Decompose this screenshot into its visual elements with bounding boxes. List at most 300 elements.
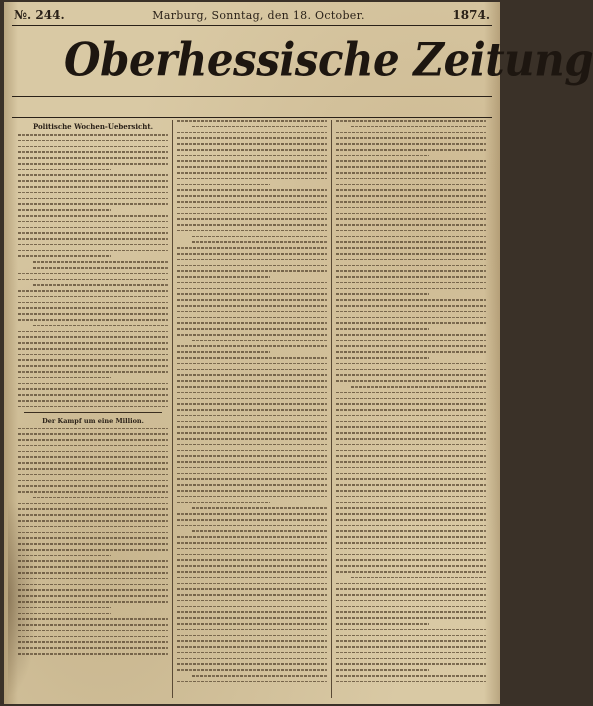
text-line <box>177 450 327 452</box>
text-line <box>18 331 168 333</box>
text-line <box>177 438 327 440</box>
text-line <box>177 270 327 272</box>
text-line <box>18 313 168 315</box>
text-line <box>177 663 327 665</box>
text-line <box>336 351 486 353</box>
text-line <box>336 559 486 561</box>
text-line <box>336 143 486 145</box>
text-line <box>177 629 327 631</box>
article-text-block <box>18 428 168 655</box>
publication-info-line <box>14 98 490 116</box>
text-line <box>336 484 486 486</box>
column-2 <box>172 120 331 698</box>
text-line <box>177 646 327 648</box>
text-line <box>336 259 486 261</box>
text-line <box>18 468 168 470</box>
text-line <box>336 189 486 191</box>
text-line <box>177 571 327 573</box>
text-line <box>18 618 168 620</box>
text-line <box>18 549 168 551</box>
text-line <box>177 299 327 301</box>
text-line <box>336 218 486 220</box>
section-heading: Der Kampf um eine Million. <box>42 416 144 425</box>
text-line <box>177 502 270 504</box>
text-line <box>336 374 486 376</box>
text-line <box>336 398 486 400</box>
text-line <box>177 484 327 486</box>
text-line <box>336 658 486 660</box>
text-line <box>18 480 168 482</box>
text-line <box>336 322 486 324</box>
text-line <box>18 134 168 136</box>
text-line <box>336 415 486 417</box>
text-line <box>18 394 168 396</box>
section-divider <box>24 412 162 413</box>
text-line <box>177 288 327 290</box>
text-line <box>336 594 486 596</box>
text-line <box>18 302 168 304</box>
text-line <box>336 340 486 342</box>
text-line <box>336 652 486 654</box>
text-line <box>336 236 486 238</box>
text-line <box>336 357 429 359</box>
text-line <box>177 328 327 330</box>
text-line <box>177 305 327 307</box>
text-line <box>336 403 486 405</box>
text-line <box>18 433 168 435</box>
text-line <box>177 681 327 683</box>
text-line <box>18 169 111 171</box>
text-line <box>177 322 327 324</box>
text-line <box>33 325 168 327</box>
text-line <box>351 577 486 579</box>
text-line <box>177 311 327 313</box>
text-line <box>177 496 327 498</box>
text-line <box>336 444 486 446</box>
text-line <box>18 279 168 281</box>
text-line <box>177 166 327 168</box>
text-line <box>18 359 168 361</box>
text-line <box>18 520 168 522</box>
text-line <box>336 293 429 295</box>
text-line <box>177 600 327 602</box>
text-line <box>177 455 327 457</box>
issue-number: №. 244. <box>14 8 65 22</box>
text-line <box>177 554 327 556</box>
text-line <box>18 215 168 217</box>
text-line <box>336 282 486 284</box>
text-line <box>18 578 168 580</box>
text-line <box>336 184 486 186</box>
text-line <box>177 380 327 382</box>
text-line <box>18 647 168 649</box>
text-line <box>336 617 486 619</box>
text-line <box>18 146 168 148</box>
text-line <box>18 456 168 458</box>
text-line <box>18 589 168 591</box>
text-line <box>177 213 327 215</box>
text-line <box>336 450 486 452</box>
text-line <box>177 536 327 538</box>
text-line <box>18 227 168 229</box>
text-line <box>336 270 486 272</box>
text-line <box>177 195 327 197</box>
text-line <box>18 365 168 367</box>
text-line <box>18 641 168 643</box>
text-line <box>336 334 486 336</box>
text-line <box>336 432 486 434</box>
text-line <box>18 630 168 632</box>
text-line <box>18 151 168 153</box>
text-line <box>336 623 429 625</box>
text-line <box>18 140 168 142</box>
text-line <box>336 317 486 319</box>
text-line <box>18 474 168 476</box>
text-line <box>18 180 168 182</box>
text-line <box>18 439 168 441</box>
text-line <box>18 342 168 344</box>
text-line <box>18 543 168 545</box>
column-1 <box>14 120 172 698</box>
text-line <box>18 566 168 568</box>
text-line <box>336 588 486 590</box>
text-line <box>18 451 168 453</box>
header-rule-mid <box>12 96 492 97</box>
text-line <box>177 345 327 347</box>
text-line <box>336 530 486 532</box>
text-line <box>18 232 168 234</box>
text-line <box>336 675 486 677</box>
text-line <box>177 519 327 521</box>
text-line <box>192 126 327 128</box>
text-line <box>177 426 327 428</box>
text-line <box>336 363 486 365</box>
text-line <box>18 377 111 379</box>
text-line <box>336 473 486 475</box>
text-line <box>177 409 327 411</box>
text-line <box>177 606 327 608</box>
text-line <box>177 160 327 162</box>
text-line <box>177 334 327 336</box>
text-line <box>336 502 486 504</box>
text-line <box>177 317 327 319</box>
article-text-block <box>177 120 327 682</box>
place-date: Marburg, Sonntag, den 18. October. <box>152 8 365 22</box>
text-line <box>18 371 168 373</box>
text-line <box>177 473 327 475</box>
text-line <box>18 244 168 246</box>
text-line <box>177 293 327 295</box>
text-line <box>336 496 486 498</box>
text-line <box>177 444 327 446</box>
text-line <box>336 421 486 423</box>
text-line <box>18 508 168 510</box>
text-line <box>336 253 486 255</box>
text-line <box>336 513 486 515</box>
text-line <box>336 241 486 243</box>
text-line <box>336 195 486 197</box>
text-line <box>18 406 168 408</box>
text-line <box>336 345 486 347</box>
text-line <box>18 336 168 338</box>
text-line <box>18 601 168 603</box>
column-heading: Politische Wochen-Uebersicht. <box>32 122 154 131</box>
text-line <box>336 565 486 567</box>
text-line <box>177 611 327 613</box>
text-line <box>336 663 486 665</box>
text-line <box>336 369 486 371</box>
text-line <box>177 247 327 249</box>
text-line <box>336 137 486 139</box>
article-columns <box>14 120 490 698</box>
header-rule-bottom <box>12 117 492 118</box>
text-line <box>336 507 486 509</box>
article-text-block <box>18 134 168 407</box>
text-line <box>177 635 327 637</box>
text-line <box>177 363 327 365</box>
text-line <box>177 149 327 151</box>
text-line <box>336 305 486 307</box>
text-line <box>336 201 486 203</box>
text-line <box>177 467 327 469</box>
text-line <box>177 282 327 284</box>
text-line <box>177 230 327 232</box>
text-line <box>336 178 486 180</box>
text-line <box>177 357 327 359</box>
text-line <box>177 432 327 434</box>
text-line <box>336 478 486 480</box>
text-line <box>18 462 168 464</box>
text-line <box>18 532 168 534</box>
text-line <box>336 276 486 278</box>
text-line <box>18 636 168 638</box>
text-line <box>336 155 429 157</box>
text-line <box>336 519 486 521</box>
text-line <box>18 273 168 275</box>
text-line <box>177 143 327 145</box>
text-line <box>336 600 486 602</box>
text-line <box>177 525 327 527</box>
text-line <box>177 351 270 353</box>
text-line <box>177 253 327 255</box>
text-line <box>177 594 327 596</box>
text-line <box>336 455 486 457</box>
text-line <box>33 497 168 499</box>
text-line <box>192 236 327 238</box>
text-line <box>18 485 168 487</box>
text-line <box>336 467 486 469</box>
text-line <box>192 530 327 532</box>
text-line <box>177 189 327 191</box>
text-line <box>177 218 327 220</box>
text-line <box>18 526 168 528</box>
text-line <box>192 507 327 509</box>
text-line <box>177 392 327 394</box>
dateline <box>14 6 490 24</box>
year: 1874. <box>452 8 490 22</box>
text-line <box>18 503 168 505</box>
text-line <box>18 157 168 159</box>
text-line <box>18 296 168 298</box>
text-line <box>177 513 327 515</box>
text-line <box>177 398 327 400</box>
text-line <box>336 606 486 608</box>
text-line <box>18 595 168 597</box>
text-line <box>336 583 486 585</box>
text-line <box>18 514 168 516</box>
text-line <box>177 623 327 625</box>
text-line <box>336 640 486 642</box>
text-line <box>177 120 327 122</box>
text-line <box>336 536 486 538</box>
text-line <box>336 311 486 313</box>
text-line <box>177 565 327 567</box>
text-line <box>33 284 168 286</box>
text-line <box>18 613 111 615</box>
text-line <box>336 213 486 215</box>
text-line <box>336 120 486 122</box>
article-text-block <box>336 120 486 682</box>
text-line <box>177 559 327 561</box>
text-line <box>18 174 168 176</box>
text-line <box>192 675 327 677</box>
text-line <box>336 554 486 556</box>
text-line <box>336 288 486 290</box>
text-line <box>336 669 429 671</box>
newspaper-page <box>4 2 593 704</box>
text-line <box>336 461 486 463</box>
text-line <box>336 207 486 209</box>
text-line <box>336 132 486 134</box>
text-line <box>18 388 168 390</box>
text-line <box>18 250 168 252</box>
text-line <box>177 640 327 642</box>
column-3 <box>331 120 490 698</box>
text-line <box>18 555 111 557</box>
text-line <box>18 221 168 223</box>
text-line <box>177 132 327 134</box>
text-line <box>177 478 327 480</box>
text-line <box>18 572 168 574</box>
text-line <box>177 583 327 585</box>
masthead-title: Oberhessische Zeitung <box>64 32 593 87</box>
text-line <box>336 172 486 174</box>
text-line <box>336 160 486 162</box>
text-line <box>336 392 486 394</box>
text-line <box>177 369 327 371</box>
text-line <box>177 617 327 619</box>
text-line <box>192 241 327 243</box>
text-line <box>18 383 168 385</box>
text-line <box>18 319 168 321</box>
text-line <box>18 491 168 493</box>
text-line <box>18 428 168 430</box>
text-line <box>18 624 168 626</box>
text-line <box>177 403 327 405</box>
text-line <box>336 230 486 232</box>
text-line <box>177 172 327 174</box>
text-line <box>177 201 327 203</box>
text-line <box>336 149 486 151</box>
text-line <box>177 374 327 376</box>
text-line <box>18 198 168 200</box>
text-line <box>336 611 486 613</box>
text-line <box>336 681 486 683</box>
text-line <box>18 290 168 292</box>
text-line <box>336 635 486 637</box>
text-line <box>18 400 168 402</box>
text-line <box>18 238 168 240</box>
text-line <box>177 421 327 423</box>
text-line <box>177 259 327 261</box>
text-line <box>336 438 486 440</box>
text-line <box>177 265 327 267</box>
text-line <box>18 354 168 356</box>
text-line <box>177 184 270 186</box>
text-line <box>336 409 486 411</box>
text-line <box>177 588 327 590</box>
text-line <box>336 525 486 527</box>
text-line <box>336 646 486 648</box>
text-line <box>336 299 486 301</box>
text-line <box>18 255 111 257</box>
text-line <box>336 571 486 573</box>
text-line <box>177 669 327 671</box>
text-line <box>18 445 168 447</box>
text-line <box>336 426 486 428</box>
text-line <box>177 490 327 492</box>
text-line <box>177 652 327 654</box>
text-line <box>177 542 327 544</box>
text-line <box>33 267 168 269</box>
text-line <box>18 186 168 188</box>
text-line <box>177 548 327 550</box>
text-line <box>351 386 486 388</box>
text-line <box>336 224 486 226</box>
text-line <box>18 307 168 309</box>
text-line <box>177 137 327 139</box>
text-line <box>336 629 486 631</box>
text-line <box>336 380 486 382</box>
text-line <box>351 126 486 128</box>
text-line <box>18 163 168 165</box>
text-line <box>336 247 486 249</box>
text-line <box>177 155 327 157</box>
text-line <box>177 658 327 660</box>
text-line <box>336 490 486 492</box>
text-line <box>177 224 327 226</box>
text-line <box>18 653 168 655</box>
text-line <box>177 577 327 579</box>
text-line <box>177 461 327 463</box>
text-line <box>18 584 168 586</box>
text-line <box>18 607 111 609</box>
text-line <box>192 340 327 342</box>
text-line <box>18 209 111 211</box>
text-line <box>177 276 270 278</box>
text-line <box>336 166 486 168</box>
text-line <box>336 265 486 267</box>
text-line <box>18 192 168 194</box>
text-line <box>336 328 429 330</box>
text-line <box>18 537 168 539</box>
text-line <box>18 560 168 562</box>
text-line <box>336 542 486 544</box>
text-line <box>177 178 327 180</box>
text-line <box>177 415 327 417</box>
text-line <box>177 207 327 209</box>
text-line <box>33 261 168 263</box>
